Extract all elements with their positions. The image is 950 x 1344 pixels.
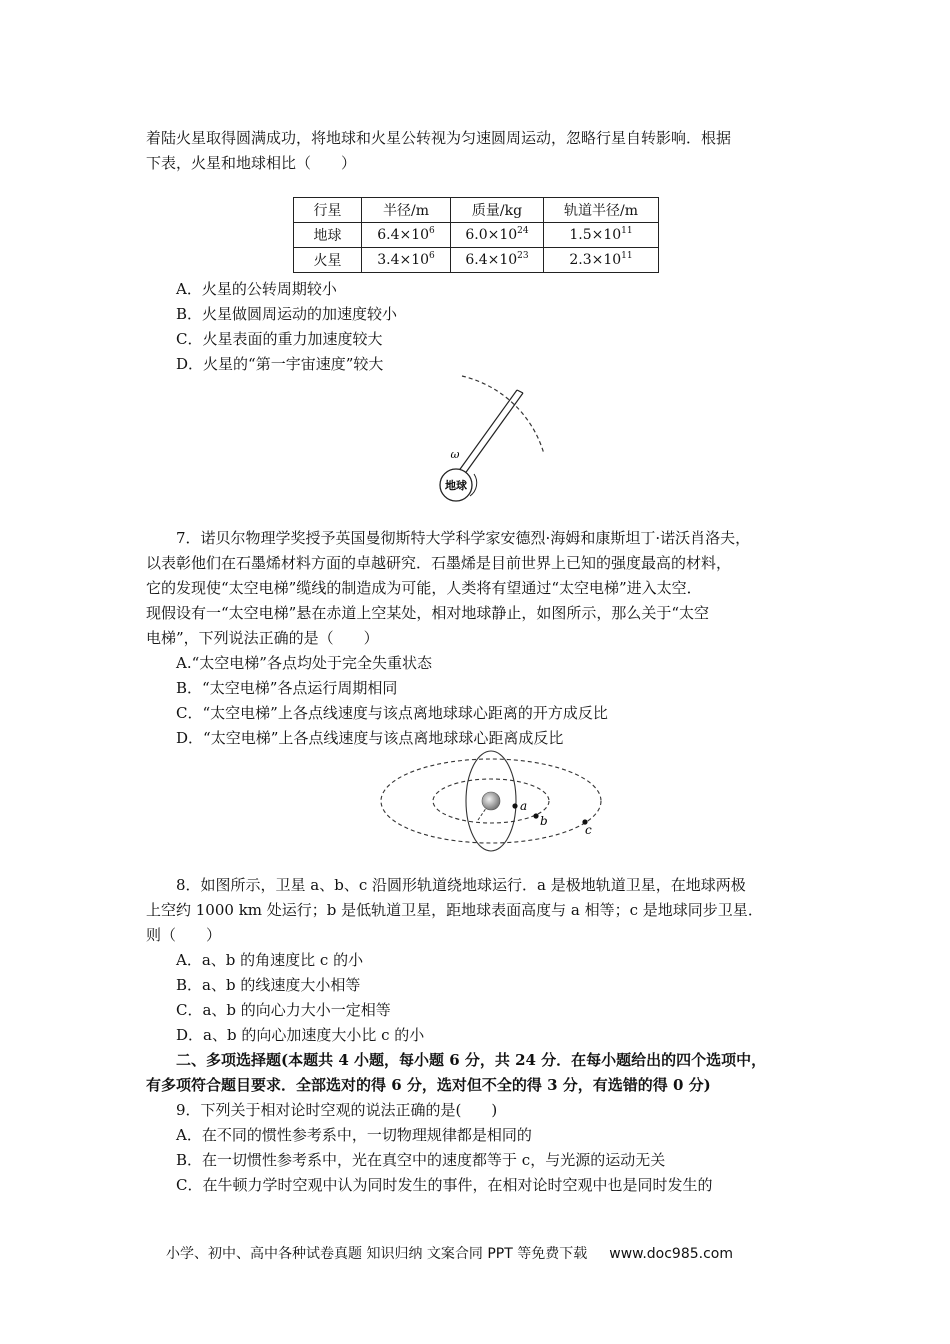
earth-label: 地球 <box>445 479 467 492</box>
table-cell-radius: $3.4\times 10^6$ <box>362 248 451 273</box>
elevator-top <box>517 390 523 393</box>
table-cell-planet: 火星 <box>294 248 362 273</box>
q6-stem-line-1: 着陆火星取得圆满成功，将地球和火星公转视为匀速圆周运动，忽略行星自转影响．根据 <box>146 129 732 147</box>
satellite-b <box>533 813 538 818</box>
omega-label: ω <box>450 448 460 461</box>
geostationary-orbit-arc <box>462 376 544 454</box>
planet-table <box>293 197 659 273</box>
q7-stem-line-3: 它的发现使“太空电梯”缆线的制造成为可能，人类将有望通过“太空电梯”进入太空． <box>146 579 702 597</box>
table-row <box>294 223 659 248</box>
q6-stem-line-2: 下表，火星和地球相比（ ） <box>146 154 357 172</box>
table-header-cell: 行星 <box>294 198 362 223</box>
q7-stem-line-1: 7．诺贝尔物理学奖授予英国曼彻斯特大学科学家安德烈·海姆和康斯坦丁·诺沃肖洛夫， <box>176 529 751 547</box>
footer-text: 小学、初中、高中各种试卷真题 知识归纳 文案合同 PPT 等免费下载 <box>166 1246 588 1262</box>
satellite-a <box>512 803 517 808</box>
table-row <box>294 248 659 273</box>
page-footer <box>166 1243 733 1263</box>
q7-option-a: A.“太空电梯”各点均处于完全失重状态 <box>176 654 432 672</box>
q6-option-a: A．火星的公转周期较小 <box>176 280 337 298</box>
section2-heading-line-1: 二、多项选择题(本题共 4 小题，每小题 6 分，共 24 分．在每小题给出的四个选项中， <box>176 1051 767 1069</box>
elevator-cable-left <box>458 390 517 472</box>
footer-url[interactable]: www.doc985.com <box>609 1246 733 1262</box>
q8-option-a: A．a、b 的角速度比 c 的小 <box>176 951 364 969</box>
q7-option-c: C．“太空电梯”上各点线速度与该点离地球球心距离的开方成反比 <box>176 704 608 722</box>
q8-option-c: C．a、b 的向心力大小一定相等 <box>176 1001 391 1019</box>
table-cell-orbit: $1.5\times 10^{11}$ <box>544 223 659 248</box>
satellite-orbits-figure <box>378 748 604 858</box>
elevator-cable-right <box>464 393 523 475</box>
q8-stem-line-2: 上空约 1000 km 处运行；b 是低轨道卫星，距地球表面高度与 a 相等；c 是地球同步卫星． <box>146 901 763 919</box>
q7-stem-line-5: 电梯”，下列说法正确的是（ ） <box>146 629 379 647</box>
q7-option-b: B．“太空电梯”各点运行周期相同 <box>176 679 398 697</box>
table-cell-planet: 地球 <box>294 223 362 248</box>
table-header-row <box>294 198 659 223</box>
table-header-cell: 半径/m <box>362 198 451 223</box>
table-header-cell: 质量/kg <box>451 198 544 223</box>
q8-stem-line-3: 则（ ） <box>146 926 222 944</box>
earth-ball <box>482 792 500 810</box>
table-header-cell: 轨道半径/m <box>544 198 659 223</box>
q6-option-c: C．火星表面的重力加速度较大 <box>176 330 383 348</box>
label-c: c <box>585 823 592 837</box>
table-cell-orbit: $2.3\times 10^{11}$ <box>544 248 659 273</box>
q6-option-b: B．火星做圆周运动的加速度较小 <box>176 305 398 323</box>
q7-stem-line-2: 以表彰他们在石墨烯材料方面的卓越研究．石墨烯是目前世界上已知的强度最高的材料， <box>146 554 732 572</box>
label-a: a <box>520 799 528 813</box>
table-cell-mass: $6.0\times 10^{24}$ <box>451 223 544 248</box>
q9-option-b: B．在一切惯性参考系中，光在真空中的速度都等于 c，与光源的运动无关 <box>176 1151 666 1169</box>
q7-option-d: D．“太空电梯”上各点线速度与该点离地球球心距离成反比 <box>176 729 564 747</box>
q8-option-b: B．a、b 的线速度大小相等 <box>176 976 361 994</box>
table-cell-radius: $6.4\times 10^6$ <box>362 223 451 248</box>
q9-stem: 9．下列关于相对论时空观的说法正确的是( ) <box>176 1101 498 1119</box>
q8-option-d: D．a、b 的向心加速度大小比 c 的小 <box>176 1026 425 1044</box>
label-b: b <box>540 814 548 828</box>
q8-stem-line-1: 8．如图所示，卫星 a、b、c 沿圆形轨道绕地球运行．a 是极地轨道卫星，在地球两极 <box>176 876 746 894</box>
q9-option-c: C．在牛顿力学时空观中认为同时发生的事件，在相对论时空观中也是同时发生的 <box>176 1176 713 1194</box>
section2-heading-line-2: 有多项符合题目要求．全部选对的得 6 分，选对但不全的得 3 分，有选错的得 0 分) <box>146 1076 711 1094</box>
q7-stem-line-4: 现假设有一“太空电梯”悬在赤道上空某处，相对地球静止，如图所示，那么关于“太空 <box>146 604 710 622</box>
space-elevator-figure <box>420 374 560 504</box>
q6-option-d: D．火星的“第一宇宙速度”较大 <box>176 355 384 373</box>
q9-option-a: A．在不同的惯性参考系中，一切物理规律都是相同的 <box>176 1126 532 1144</box>
table-cell-mass: $6.4\times 10^{23}$ <box>451 248 544 273</box>
